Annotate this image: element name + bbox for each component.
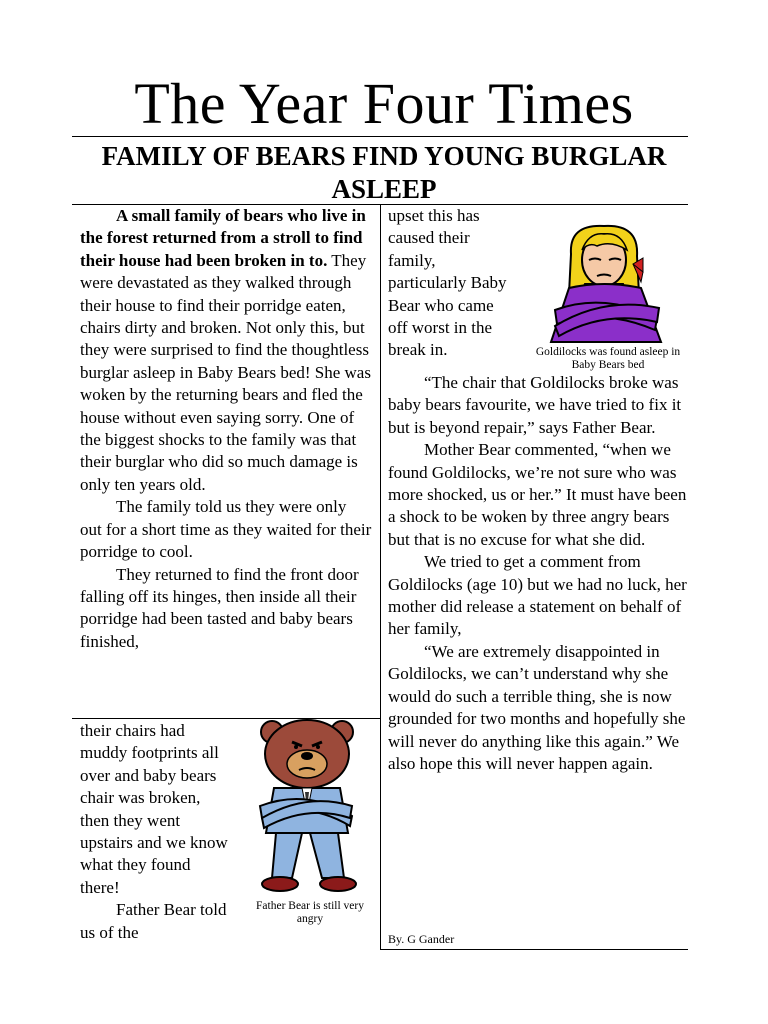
article-right-main [388,372,688,775]
paragraph-2: The family told us they were only out for a short time as they waited for their porridge to cool. [80,497,372,562]
masthead-title: The Year Four Times [134,71,634,136]
paragraph-6: Mother Bear commented, “when we found Goldilocks, we’re not sure who was more shocked, us or her.” It must have been a shock to be woken by three angry bears but that is no excuse for what she did. [388,440,687,549]
father-bear-illustration [252,718,362,898]
article-right-top [388,205,516,362]
lead-paragraph [80,205,372,496]
goldilocks-caption: Goldilocks was found asleep in Baby Bears bed [535,346,681,371]
paragraph-3-continued: their chairs had muddy footprints all over and baby bears chair was broken, then they went upstairs and we know what they found there! [80,721,228,897]
masthead-rule [72,136,688,137]
father-bear-caption: Father Bear is still very angry [256,900,364,925]
paragraph-3: They returned to find the front door falling off its hinges, then inside all their porridge had been tasted and baby bears finished, [80,564,359,651]
paragraph-8: “We are extremely disappointed in Goldilocks, we can’t understand why she would do such a terrible thing, she is now grounded for two months and hopefully she will never do anything like this again.” We also hope this will never happen again. [388,641,686,773]
lead-bold-text: A small family of bears who live in the forest returned from a stroll to find their house had been broken in to. [80,206,366,270]
paragraph-5: “The chair that Goldilocks broke was baby bears favourite, we have tried to fix it but is beyond repair,” says Father Bear. [388,373,682,437]
article-left-bottom [80,720,230,944]
byline: By. G Gander [388,932,455,946]
paragraph-7: We tried to get a comment from Goldilocks (age 10) but we had no luck, her mother did release a statement on behalf of her family, [388,552,687,639]
goldilocks-illustration [549,224,669,344]
article-left-top [80,205,372,653]
paragraph-4: Father Bear told us of the [80,900,227,942]
lead-rest-text: They were devastated as they walked through their house to find their porridge eaten, chairs dirty and broken. Not only this, but they were surprised to find the thoughtless burglar asleep in Baby Bears bed! She was woken by the returning bears and fled the house without even saying sorry. One of the biggest shocks to the family was that their burglar who did so much damage is only ten years old. [80,250,371,494]
right-top-paragraph: upset this has caused their family, particularly Baby Bear who came off worst in the break in. [388,206,507,360]
bottom-rule [380,949,688,950]
column-divider [380,204,381,950]
headline: FAMILY OF BEARS FIND YOUNG BURGLAR ASLEEP [101,141,667,204]
